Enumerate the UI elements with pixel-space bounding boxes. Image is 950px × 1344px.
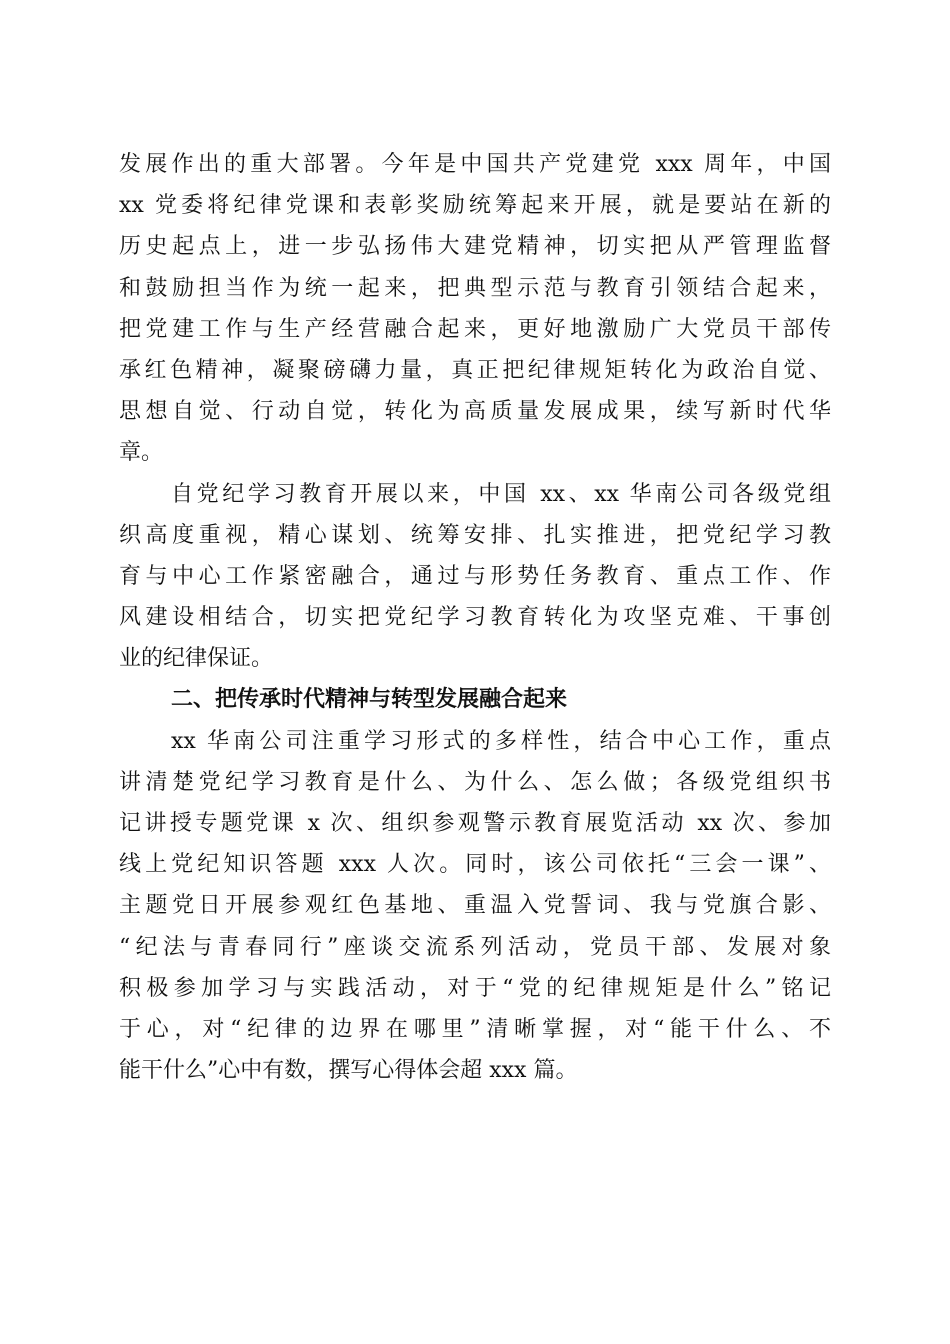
- paragraph-line: 风建设相结合，切实把党纪学习教育转化为攻坚克难、干事创: [119, 605, 831, 631]
- section-heading: 二、把传承时代精神与转型发展融合起来: [171, 687, 568, 713]
- paragraph-line: 主题党日开展参观红色基地、重温入党誓词、我与党旗合影、: [119, 893, 831, 919]
- paragraph-line: 讲清楚党纪学习教育是什么、为什么、怎么做；各级党组织书: [119, 769, 831, 795]
- paragraph-line: 能干什么”心中有数，撰写心得体会超 xxx 篇。: [119, 1058, 578, 1084]
- paragraph-line: xx 党委将纪律党课和表彰奖励统筹起来开展，就是要站在新的: [119, 193, 831, 219]
- paragraph-line: xx 华南公司注重学习形式的多样性，结合中心工作，重点: [171, 728, 831, 754]
- paragraph-line: 业的纪律保证。: [119, 646, 274, 672]
- paragraph-line: 记讲授专题党课 x 次、组织参观警示教育展览活动 xx 次、参加: [119, 811, 831, 836]
- paragraph-line: 承红色精神，凝聚磅礴力量，真正把纪律规矩转化为政治自觉、: [119, 357, 831, 383]
- paragraph-line: 思想自觉、行动自觉，转化为高质量发展成果，续写新时代华: [119, 399, 831, 425]
- paragraph-line: 积极参加学习与实践活动，对于“党的纪律规矩是什么”铭记: [119, 975, 831, 1001]
- paragraph-line: 育与中心工作紧密融合，通过与形势任务教育、重点工作、作: [119, 563, 831, 589]
- paragraph-line: 历史起点上，进一步弘扬伟大建党精神，切实把从严管理监督: [119, 234, 831, 260]
- paragraph-line: 和鼓励担当作为统一起来，把典型示范与教育引领结合起来，: [119, 275, 831, 301]
- paragraph-3: [119, 721, 831, 1092]
- paragraph-line: 线上党纪知识答题 xxx 人次。同时，该公司依托“三会一课”、: [119, 852, 831, 878]
- paragraph-line: 织高度重视，精心谋划、统筹安排、扎实推进，把党纪学习教: [119, 522, 831, 548]
- paragraph-line: “纪法与青春同行”座谈交流系列活动，党员干部、发展对象: [119, 934, 831, 960]
- paragraph-line: 把党建工作与生产经营融合起来，更好地激励广大党员干部传: [119, 316, 831, 342]
- paragraph-2: [119, 474, 831, 680]
- paragraph-line: 章。: [119, 440, 164, 466]
- paragraph-line: 于心，对“纪律的边界在哪里”清晰掌握，对“能干什么、不: [119, 1016, 831, 1042]
- paragraph-1: [119, 144, 831, 474]
- paragraph-line: 发展作出的重大部署。今年是中国共产党建党 xxx 周年，中国: [119, 152, 831, 177]
- document-body: [119, 144, 831, 1091]
- paragraph-line: 自党纪学习教育开展以来，中国 xx、xx 华南公司各级党组: [171, 481, 831, 507]
